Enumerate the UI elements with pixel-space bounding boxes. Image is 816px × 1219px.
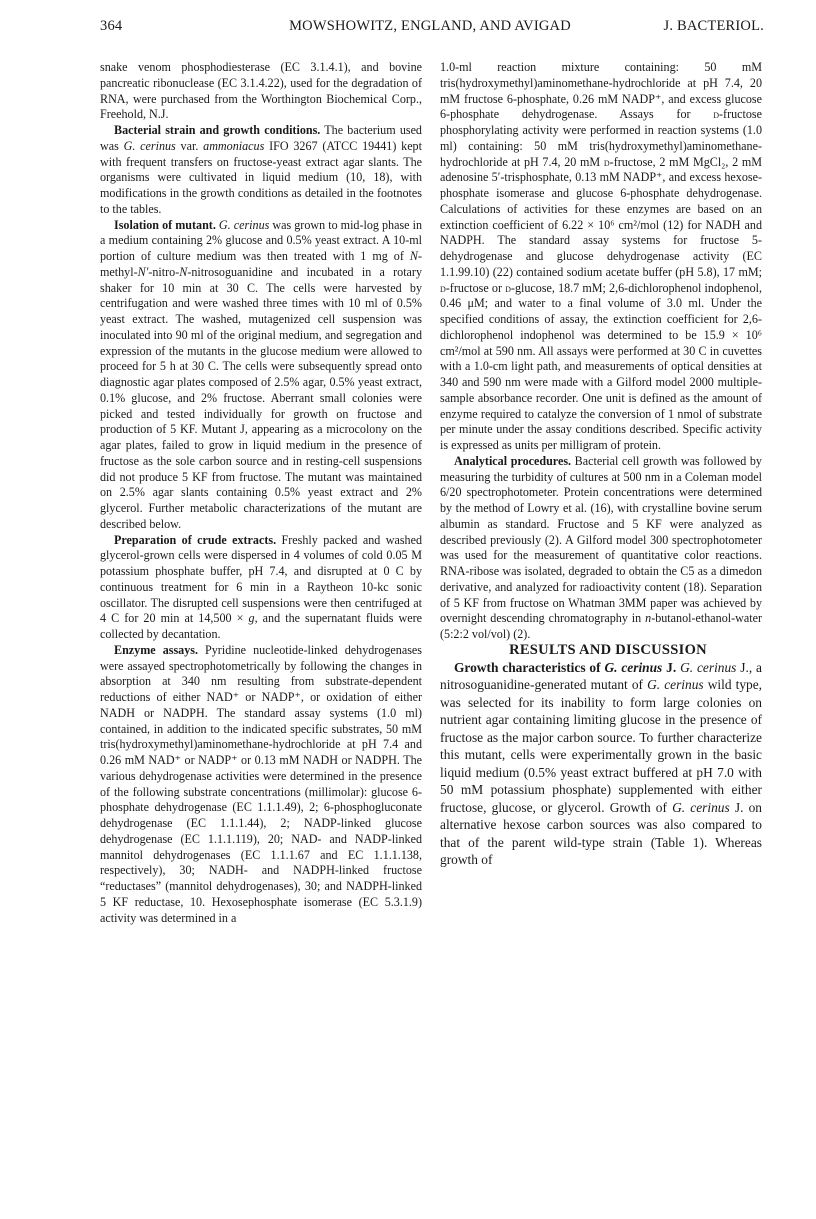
section-title-results: RESULTS AND DISCUSSION xyxy=(509,641,707,658)
heading-enzyme-assays: Enzyme assays. xyxy=(114,642,198,657)
paragraph-enzyme-assays: Enzyme assays. Pyridine nucleotide-linked dehydrogenases were assayed spectrophotometrically by following the changes in absorption at 340 nm resulting from substrate-dependent reductions of either NAD⁺ or NADP⁺, or oxidation of either NADH or NADPH. The standard assay systems (1.0 ml) contained, in addition to the indicated specific substrates, 50 mM tris(hydroxymethyl)aminomethane-hydrochloride at pH 7.4 and 0.26 mM NAD⁺ or NADP⁺ or 0.13 mM NADH or NADPH. The various dehydrogenase activities were determined in the presence of the following substrate concentrations (millimolar): glucose 6-phosphate dehydrogenase (EC 1.1.1.49), 2; 6-phosphogluconate dehydrogenase (EC 1.1.1.44), 2; NADP-linked glucose dehydrogenase (EC 1.1.1.119), 20; NAD- and NADP-linked mannitol dehydrogenases (EC 1.1.1.67 and EC 1.1.1.138, respectively), 30; NADH- and NADPH-linked fructose “reductases” (mannitol dehydrogenases), 30; and NADPH-linked 5 KF reductase, 10. Hexosephosphate isomerase (EC 5.3.1.9) activity was determined in a xyxy=(100,642,422,925)
paragraph-crude-extracts: Preparation of crude extracts. Freshly packed and washed glycerol-grown cells were dispersed in 4 volumes of cold 0.05 M potassium phosphate buffer, pH 7.4, and disrupted at 0 C by continuous treatment for 6 min in a Raytheon 10-kc sonic oscillator. The disrupted cell suspensions were then centrifuged at 4 C for 20 min at 14,500 × g, and the supernatant fluids were collected by decantation. xyxy=(100,532,422,641)
heading-growth-characteristics: Growth characteristics of G. cerinus J. xyxy=(454,659,677,675)
journal-name: J. BACTERIOL. xyxy=(663,18,764,34)
heading-crude-extracts: Preparation of crude extracts. xyxy=(114,532,277,547)
paragraph-analytical-procedures: Analytical procedures. Bacterial cell growth was followed by measuring the turbidity of cultures at 500 nm in a Coleman model 6/20 spectrophotometer. Protein concentrations were determined by the method of Lowry et al. (16), with crystalline bovine serum albumin as standard. Fructose and 5 KF were analyzed as described previously (2). A Gilford model 300 spectrophotometer was used for the measurement of quantitative color reactions. RNA-ribose was isolated, degraded to obtain the C5 as a dimedon derivative, and analyzed for radioactivity content (18). Separation of 5 KF from fructose on Whatman 3MM paper was achieved by overnight descending chromatography in n-butanol-ethanol-water (5:2:2 vol/vol) (2). xyxy=(440,453,762,641)
paragraph-reagents: snake venom phosphodiesterase (EC 3.1.4.1), and bovine pancreatic ribonuclease (EC 3.1.4.22), used for the degradation of RNA, were purchased from the Worthington Biochemical Corp., Freehold, N.J. xyxy=(100,60,422,122)
running-title: MOWSHOWITZ, ENGLAND, AND AVIGAD xyxy=(289,18,571,34)
paragraph-assay-continued: 1.0-ml reaction mixture containing: 50 mM tris(hydroxymethyl)aminomethane-hydrochloride at pH 7.4, 20 mM fructose 6-phosphate, 0.26 mM NADP⁺, and excess glucose 6-phosphate dehydrogenase. Assays for d-fructose phosphorylating activity were performed in reaction systems (1.0 ml) containing: 50 mM tris(hydroxymethyl)aminomethane-hydrochloride at pH 7.4, 20 mM d-fructose, 2 mM MgCl₂, 2 mM adenosine 5′-trisphosphate, 0.13 mM NADP⁺, and excess hexose-phosphate isomerase and glucose 6-phosphate dehydrogenase. Calculations of activities for these enzymes are based on an extinction coefficient of 6.22 × 10⁶ cm²/mol (12) for NADH and NADPH. The standard assay systems for fructose 5-dehydrogenase and glucose dehydrogenase activity (EC 1.1.99.10) (22) contained sodium acetate buffer (pH 5.8), 17 mM; d-fructose or d-glucose, 18.7 mM; 2,6-dichlorophenol indophenol, 0.46 μM; and water to a final volume of 3.0 ml. Under the specified conditions of assay, the extinction coefficient for 2,6-dichlorophenol indophenol was determined to be 15.9 × 10⁶ cm²/mol at 590 nm. All assays were performed at 30 C in cuvettes with a 1.0-cm light path, and measurements of optical densities at 340 and 590 nm were made with a Gilford model 2000 multiple-sample absorbance recorder. One unit is defined as the amount of enzyme required to catalyze the conversion of 1 nmol of substrate per minute under the assay conditions described. Specific activity is expressed as units per milligram of protein. xyxy=(440,60,763,452)
paragraph-isolation-of-mutant: Isolation of mutant. G. cerinus was grown to mid-log phase in a medium containing 2% glucose and 0.5% yeast extract. A 10-ml portion of culture medium was then treated with 1 mg of N-methyl-N′-nitro-N-nitrosoguanidine and incubated in a rotary shaker for 10 min at 30 C. The cells were harvested by centrifugation and were washed three times with 10 ml of 0.5% yeast extract. The washed, mutagenized cell suspension was inoculated into 90 ml of the original medium, and segregation and expression of the mutants in the glucose medium were allowed to proceed for 5 h at 30 C. The cells were subsequently spread onto diagnostic agar plates composed of 2.5% agar, 0.5% yeast extract, 0.1% glucose, and 2% fructose. Aberrant small colonies were picked and tested individually for growth on fructose and production of 5 KF. Mutant J, appearing as a microcolony on the agar plates, failed to grow in liquid medium in the presence of fructose as the sole carbon source and in resting-cell suspensions did not produce 5 KF from fructose. The mutant was maintained on 2.5% agar slants containing 0.5% yeast extract and 2% glycerol. Further metabolic characterizations of the mutant are described below. xyxy=(100,217,422,531)
heading-bacterial-strain: Bacterial strain and growth conditions. xyxy=(114,123,321,137)
heading-analytical-procedures: Analytical procedures. xyxy=(454,453,572,468)
paragraph-bacterial-strain: Bacterial strain and growth conditions. The bacterium used was G. cerinus var. ammoniacus IFO 3267 (ATCC 19441) kept with frequent transfers on fructose-yeast extract agar slants. The organisms were cultivated in liquid medium (10, 18), with modifications in the growth conditions as detailed in the footnotes to the tables. xyxy=(100,123,422,216)
page-header xyxy=(100,18,764,40)
heading-isolation-of-mutant: Isolation of mutant. xyxy=(114,217,216,232)
left-column xyxy=(100,60,422,926)
paragraph-growth-characteristics: Growth characteristics of G. cerinus J. G. cerinus J., a nitrosoguanidine-generated mutant of G. cerinus wild type, was selected for its inability to form large colonies on nutrient agar containing limiting glucose in the presence of fructose as the major carbon source. To further characterize this mutant, cells were experimentally grown in the basic liquid medium (0.5% yeast extract buffered at pH 7.0 with 50 mM potassium phosphate) supplemented with either fructose, glucose, or glycerol. Growth of G. cerinus J. on alternative hexose carbon sources was also compared to that of the parent wild-type strain (Table 1). Whereas growth of xyxy=(440,659,762,867)
page-number: 364 xyxy=(100,18,123,34)
right-column xyxy=(440,60,762,869)
